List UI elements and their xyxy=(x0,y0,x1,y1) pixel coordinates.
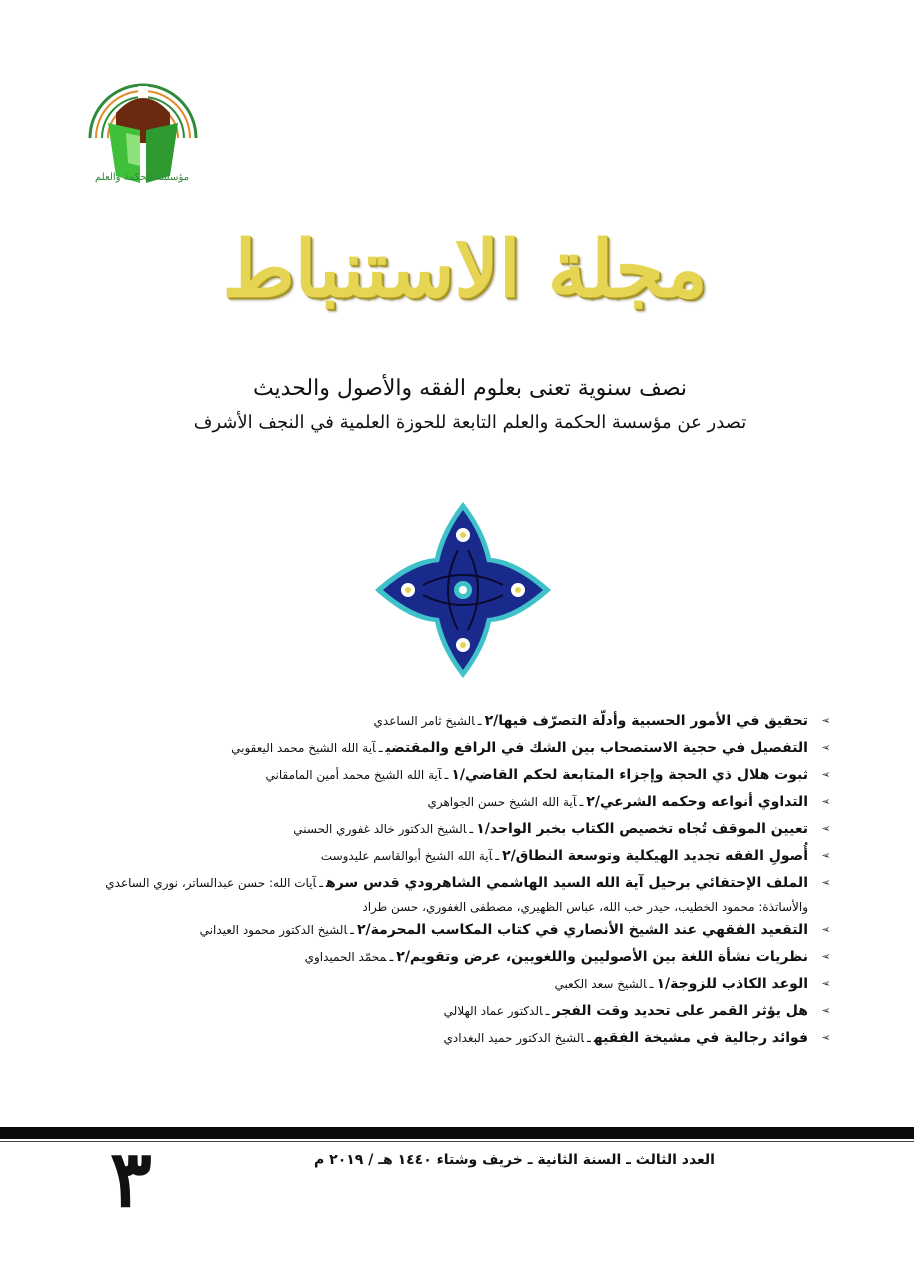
toc-item xyxy=(46,944,836,971)
issue-number: ٣ xyxy=(110,1134,152,1225)
arrow-bullet-icon: ➢ xyxy=(821,822,831,835)
arrow-bullet-icon: ➢ xyxy=(821,876,831,889)
article-author: آية الله الشيخ محمد اليعقوبي xyxy=(231,741,376,755)
toc-item xyxy=(46,843,836,870)
separator: ـ xyxy=(495,849,500,864)
arrow-bullet-icon: ➢ xyxy=(821,950,831,963)
article-title: التداوي أنواعه وحكمه الشرعي/٢ xyxy=(586,794,808,810)
article-author: الشيخ الدكتور محمود العيداني xyxy=(199,923,348,937)
article-title: التقعيد الفقهي عند الشيخ الأنصاري في كتاب المكاسب المحرمة/٢ xyxy=(356,922,808,938)
article-title: أُصولِ الفقه تجديد الهيكلية وتوسعة النطاق/٢ xyxy=(502,848,808,864)
arrow-bullet-icon: ➢ xyxy=(821,714,831,727)
islamic-tile-ornament-icon xyxy=(368,500,558,680)
article-author-continuation: والأساتذة: محمود الخطيب، حيدر حب الله، عباس الظهيري، مصطفى الغفوري، حسن طراد xyxy=(362,900,808,914)
toc-item xyxy=(46,789,836,816)
arrow-bullet-icon: ➢ xyxy=(821,741,831,754)
toc-entry xyxy=(231,735,808,762)
arrow-bullet-icon: ➢ xyxy=(821,795,831,808)
toc-item xyxy=(46,998,836,1025)
subtitle-publisher: تصدر عن مؤسسة الحكمة والعلم التابعة للحوزة العلمية في النجف الأشرف xyxy=(193,412,747,433)
issue-info: العدد الثالث ـ السنة الثانية ـ خريف وشتاء ١٤٤٠ هـ / ٢٠١٩ م xyxy=(314,1152,715,1168)
arrow-bullet-icon: ➢ xyxy=(821,923,831,936)
article-author: آية الله الشيخ محمد أمين المامقاني xyxy=(265,768,442,782)
arrow-bullet-icon: ➢ xyxy=(821,1004,831,1017)
toc-entry xyxy=(427,789,808,816)
article-title: فوائد رجالية في مشيخة الفقيه xyxy=(593,1030,808,1046)
toc-entry xyxy=(374,708,808,735)
toc-entry xyxy=(266,762,808,789)
toc-entry xyxy=(321,843,808,870)
article-author: الشيخ ثامر الساعدي xyxy=(373,714,475,728)
table-of-contents xyxy=(46,708,836,1052)
article-author: الدكتور عماد الهلالي xyxy=(443,1004,543,1018)
toc-item xyxy=(46,1025,836,1052)
article-author: آية الله الشيخ حسن الجواهري xyxy=(427,795,577,809)
separator: ـ xyxy=(350,923,354,938)
separator: ـ xyxy=(545,1004,550,1019)
arrow-bullet-icon: ➢ xyxy=(821,849,831,862)
toc-item xyxy=(46,870,836,897)
arrow-bullet-icon: ➢ xyxy=(821,1031,831,1044)
toc-item xyxy=(46,917,836,944)
toc-entry xyxy=(444,1025,808,1052)
separator: ـ xyxy=(477,714,482,729)
toc-entry xyxy=(105,870,808,897)
separator: ـ xyxy=(579,795,584,810)
article-author: الشيخ الدكتور خالد غفوري الحسني xyxy=(293,822,467,836)
toc-item xyxy=(46,762,836,789)
article-author: آية الله الشيخ أبوالقاسم عليدوست xyxy=(320,849,493,863)
article-title: هل يؤثر القمر على تحديد وقت الفجر xyxy=(552,1003,808,1019)
toc-entry xyxy=(293,816,808,843)
article-author: الشيخ سعد الكعبي xyxy=(554,977,647,991)
subtitle-scope: نصف سنوية تعنى بعلوم الفقه والأصول والحديث xyxy=(252,376,688,401)
arrow-bullet-icon: ➢ xyxy=(821,768,831,781)
article-title: نظريات نشأة اللغة بين الأصوليين واللغويين، عرض وتقويم/٢ xyxy=(396,949,808,965)
article-title: التفصيل في حجية الاستصحاب بين الشك في الرافع والمقتضي xyxy=(385,740,808,756)
article-title: تحقيق في الأمور الحسبية وأدلّة التصرّف فيها/٢ xyxy=(484,713,808,729)
toc-entry xyxy=(444,998,808,1025)
toc-entry xyxy=(305,944,808,971)
toc-item xyxy=(46,816,836,843)
article-title: تعيين الموقف تُجاه تخصيص الكتاب بخبر الواحد/١ xyxy=(476,821,808,837)
separator: ـ xyxy=(378,741,383,756)
article-title: الملف الإحتفائي برحيل آية الله السيد الهاشمي الشاهرودي قدس سره xyxy=(326,875,808,891)
journal-title: مجلة الاستنباط xyxy=(222,224,708,315)
separator: ـ xyxy=(587,1031,591,1046)
article-title: ثبوت هلال ذي الحجة وإجزاء المتابعة لحكم القاضي/١ xyxy=(451,767,808,783)
separator: ـ xyxy=(444,768,449,783)
toc-item xyxy=(46,708,836,735)
toc-item xyxy=(46,971,836,998)
toc-item xyxy=(46,735,836,762)
article-title: الوعد الكاذب للزوجة/١ xyxy=(656,976,808,992)
article-author: محمّد الحميداوي xyxy=(304,950,387,964)
separator: ـ xyxy=(469,822,474,837)
publisher-caption: مؤسسة الحكمة والعلم xyxy=(95,172,189,183)
separator: ـ xyxy=(319,876,324,891)
separator: ـ xyxy=(389,950,394,965)
toc-entry xyxy=(554,971,808,998)
article-author: الشيخ الدكتور حميد البغدادي xyxy=(443,1031,585,1045)
arrow-bullet-icon: ➢ xyxy=(821,977,831,990)
toc-entry xyxy=(200,917,808,944)
separator: ـ xyxy=(649,977,654,992)
article-author: آيات الله: حسن عبدالساتر، نوري الساعدي xyxy=(105,876,317,890)
